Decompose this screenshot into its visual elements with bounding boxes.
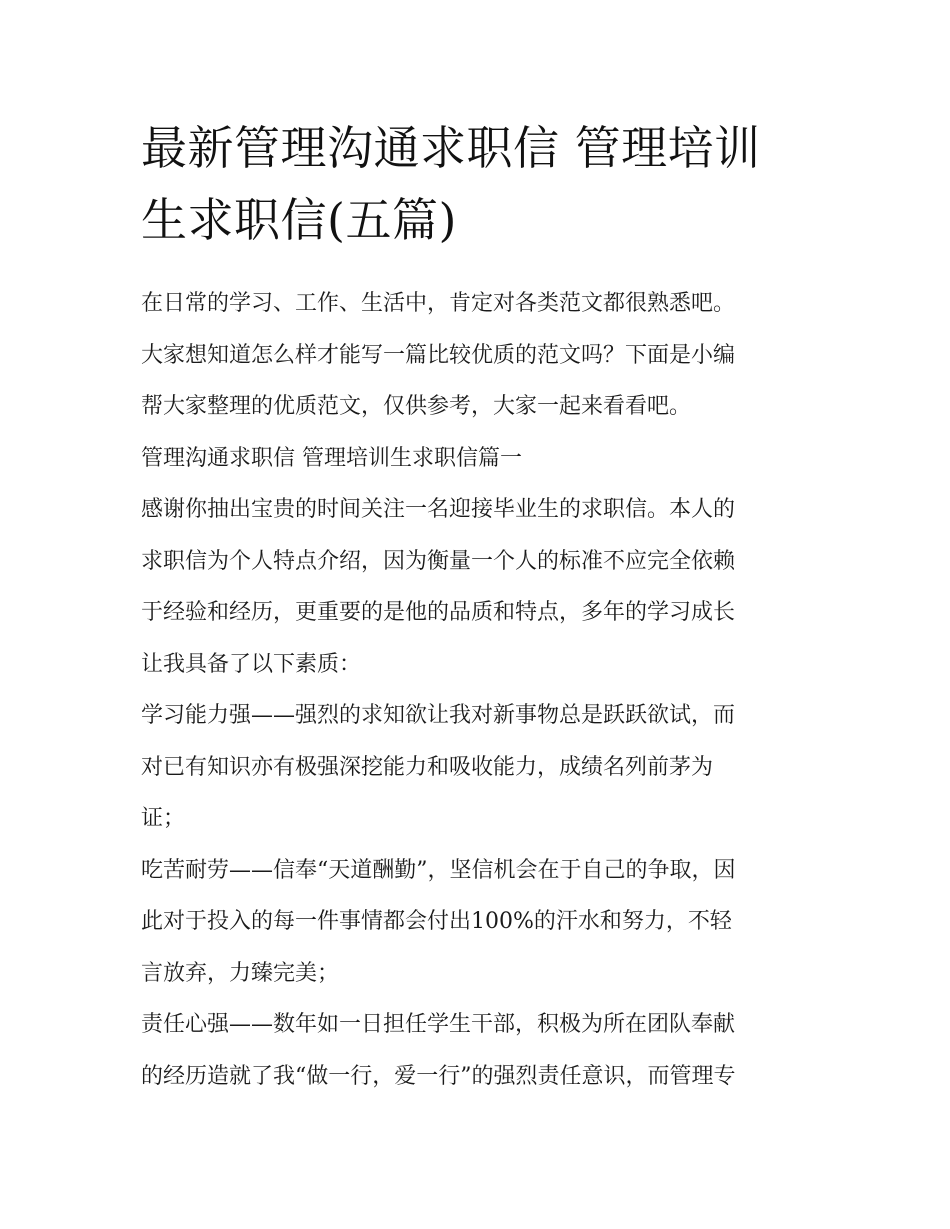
section-heading: 管理沟通求职信 管理培训生求职信篇一 <box>141 445 522 471</box>
body-line-10: 言放弃，力臻完美； <box>141 960 340 986</box>
body-line-9: 此对于投入的每一件事情都会付出100%的汗水和努力，不轻 <box>141 909 732 934</box>
intro-line-3: 帮大家整理的优质范文，仅供参考，大家一起来看看吧。 <box>141 394 692 419</box>
body-line-3: 于经验和经历，更重要的是他的品质和特点，多年的学习成长 <box>141 600 736 625</box>
document-page <box>141 112 821 1102</box>
body-line-4: 让我具备了以下素质： <box>141 651 362 677</box>
document-title <box>141 112 821 256</box>
title-line-1: 最新管理沟通求职信 管理培训 <box>141 121 761 175</box>
body-line-6: 对已有知识亦有极强深挖能力和吸收能力，成绩名列前茅为 <box>141 754 714 780</box>
intro-line-1: 在日常的学习、工作、生活中，肯定对各类范文都很熟悉吧。 <box>141 291 736 316</box>
body-line-11: 责任心强——数年如一日担任学生干部，积极为所在团队奉献 <box>141 1012 736 1037</box>
body-line-7: 证； <box>141 806 186 831</box>
body-line-8: 吃苦耐劳——信奉“天道酬勤”，坚信机会在于自己的争取，因 <box>141 857 736 883</box>
body-line-2: 求职信为个人特点介绍，因为衡量一个人的标准不应完全依赖 <box>141 548 736 574</box>
body-line-1: 感谢你抽出宝贵的时间关注一名迎接毕业生的求职信。本人的 <box>141 497 736 522</box>
document-body <box>141 278 821 1102</box>
body-line-12: 的经历造就了我“做一行，爱一行”的强烈责任意识，而管理专 <box>141 1063 736 1089</box>
body-line-5: 学习能力强——强烈的求知欲让我对新事物总是跃跃欲试，而 <box>141 703 736 728</box>
intro-line-2: 大家想知道怎么样才能写一篇比较优质的范文吗？下面是小编 <box>141 342 736 368</box>
title-line-2: 生求职信(五篇) <box>141 193 457 247</box>
